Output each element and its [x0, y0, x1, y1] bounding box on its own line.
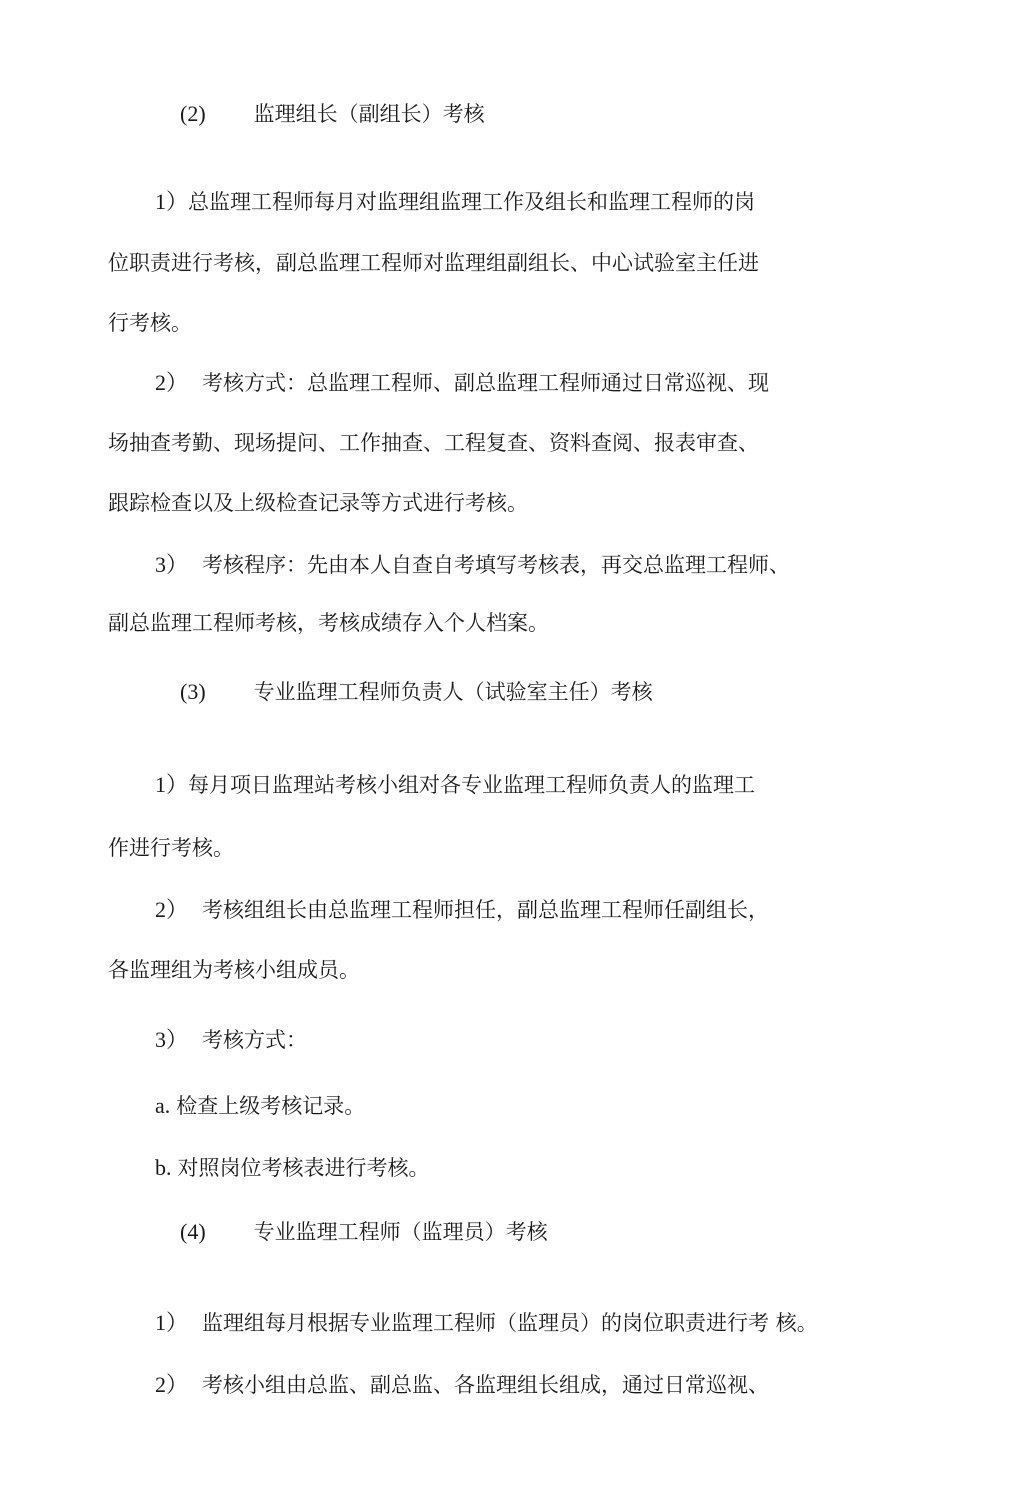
section-number: (3): [180, 679, 206, 704]
paragraph-line: [155, 188, 755, 216]
section-title: 专业监理工程师负责人（试验室主任）考核: [253, 680, 653, 704]
section-heading: [180, 100, 485, 128]
paragraph-line: [155, 771, 755, 799]
section-heading: [180, 678, 653, 706]
line-text: 考核组组长由总监理工程师担任，副总监理工程师任副组长，: [202, 898, 770, 922]
line-text: 总监理工程师每月对监理组监理工作及组长和监理工程师的岗: [188, 190, 756, 214]
list-marker: a.: [155, 1093, 171, 1118]
line-text: 监理组每月根据专业监理工程师（监理员）的岗位职责进行考 核。: [202, 1311, 818, 1335]
list-marker: 3）: [155, 1027, 189, 1052]
section-number: (2): [180, 101, 206, 126]
paragraph-line: [108, 956, 360, 984]
list-marker: b.: [155, 1155, 172, 1180]
line-text: 跟踪检查以及上级检查记录等方式进行考核。: [108, 491, 528, 515]
paragraph-line: [108, 429, 759, 457]
section-number: (4): [180, 1219, 206, 1244]
line-text: 考核程序：先由本人自查自考填写考核表，再交总监理工程师、: [202, 553, 791, 577]
list-marker: 2）: [155, 370, 189, 395]
paragraph-line: [108, 489, 528, 517]
line-text: 各监理组为考核小组成员。: [108, 958, 360, 982]
line-text: 考核小组由总监、副总监、各监理组长组成，通过日常巡视、: [202, 1373, 770, 1397]
paragraph-line: [155, 1371, 769, 1399]
list-marker: 2）: [155, 897, 189, 922]
section-title: 监理组长（副组长）考核: [253, 102, 485, 126]
paragraph-line: [155, 1309, 818, 1337]
line-text: 副总监理工程师考核，考核成绩存入个人档案。: [108, 611, 549, 635]
list-marker: 1）: [155, 772, 189, 797]
line-text: 作进行考核。: [108, 836, 234, 860]
line-text: 检查上级考核记录。: [176, 1094, 366, 1118]
list-marker: 3）: [155, 552, 189, 577]
line-text: 场抽查考勤、现场提问、工作抽查、工程复查、资料查阅、报表审查、: [108, 431, 759, 455]
paragraph-line: [108, 834, 234, 862]
paragraph-line: [155, 896, 769, 924]
line-text: 考核方式：: [202, 1028, 308, 1052]
paragraph-line: [155, 369, 769, 397]
paragraph-line: [108, 249, 759, 277]
list-marker: 1）: [155, 1310, 189, 1335]
paragraph-line: [155, 551, 790, 579]
paragraph-line: [108, 609, 549, 637]
paragraph-line: [155, 1092, 365, 1120]
paragraph-line: [155, 1026, 307, 1054]
line-text: 每月项日监理站考核小组对各专业监理工程师负责人的监理工: [188, 773, 756, 797]
section-title: 专业监理工程师（监理员）考核: [253, 1220, 548, 1244]
line-text: 行考核。: [108, 311, 192, 335]
paragraph-line: [108, 309, 192, 337]
section-heading: [180, 1218, 548, 1246]
line-text: 位职责进行考核，副总监理工程师对监理组副组长、中心试验室主任进: [108, 251, 759, 275]
list-marker: 2）: [155, 1372, 189, 1397]
paragraph-line: [155, 1154, 430, 1182]
line-text: 对照岗位考核表进行考核。: [177, 1156, 430, 1180]
list-marker: 1）: [155, 189, 189, 214]
line-text: 考核方式：总监理工程师、副总监理工程师通过日常巡视、现: [202, 371, 770, 395]
